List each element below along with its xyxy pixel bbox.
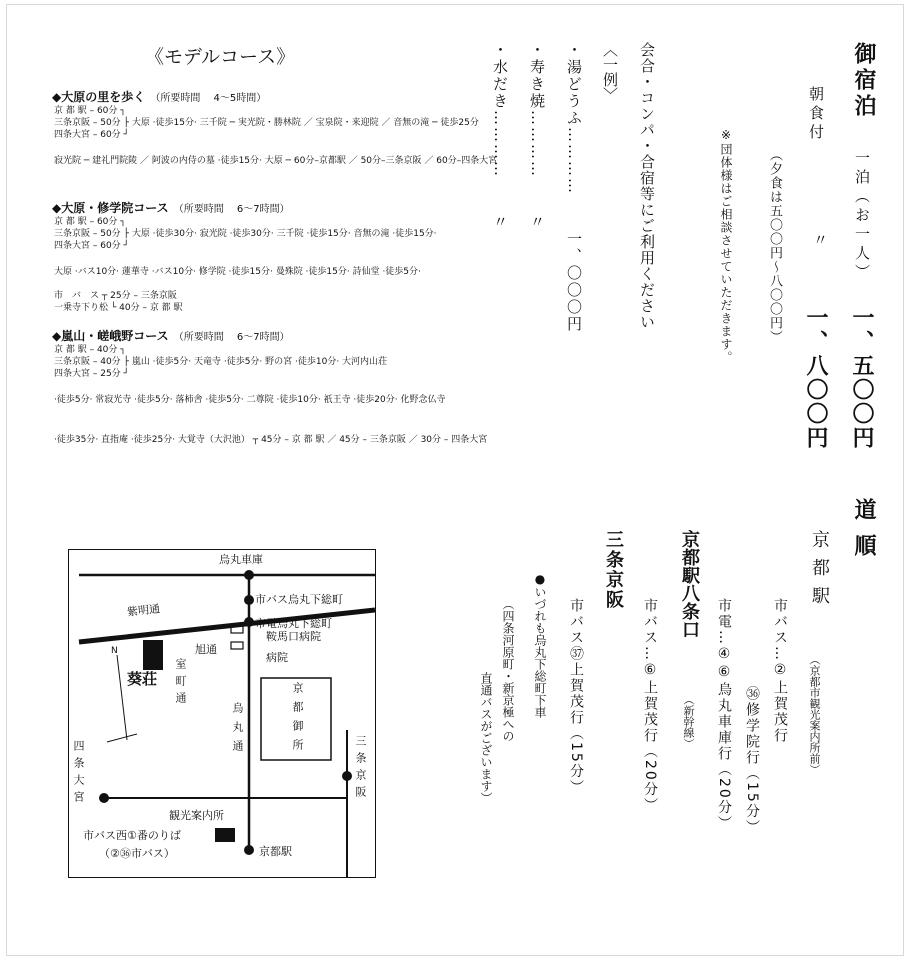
breakfast-ditto: 〃 xyxy=(811,232,829,247)
hospital-label: 病院 xyxy=(266,651,288,664)
per-person-price: 一、五〇〇円 xyxy=(849,306,874,450)
model-course-title: 《モデルコース》 xyxy=(145,46,296,68)
shijo-direct-note-2: 直通バスがございます） xyxy=(479,672,493,804)
course-1-heading: ◆大原の里を歩く xyxy=(52,90,146,104)
menu-item-name: ・寿き焼 xyxy=(528,42,546,110)
course-2-time: （所要時間 6～7時間） xyxy=(173,204,290,215)
course-2-heading: ◆大原・修学院コース xyxy=(52,201,169,215)
bus-stop xyxy=(244,595,254,605)
station-stop xyxy=(244,845,254,855)
course-3-row: 三条京阪 – 40分 ├ 嵐山 ·徒歩5分· 天竜寺 ·徒歩5分· 野の宮 ·徒歩10分· 大河内山荘 xyxy=(54,357,388,367)
kyoto-station-heading: 京都駅 xyxy=(809,530,830,614)
course-3-heading: ◆嵐山・嵯峨野コース xyxy=(52,329,169,343)
depot-stop xyxy=(244,570,254,580)
kyoto-station-label: 京都駅 xyxy=(259,845,292,858)
menu-item-dots: ………… xyxy=(528,110,546,178)
shijo-direct-note: （四条河原町・新京極への xyxy=(501,598,515,742)
course-2-row: 三条京阪 – 50分 ├ 大原 ·徒歩30分· 寂光院 ·徒歩30分· 三千院 ·徒歩15分· 音無の滝 ·徒歩15分· xyxy=(54,229,437,239)
bus-stop-west1-label: 市バス西①番のりば xyxy=(83,829,181,842)
shimeidori-label: 紫明通 xyxy=(126,602,161,619)
north-arrow-icon xyxy=(107,734,137,742)
course-1-time: （所要時間 4～5時間） xyxy=(150,93,267,104)
lodging-title: 御宿泊 xyxy=(851,42,876,120)
course-3-row: 四条大宮 – 25分 ┘ xyxy=(54,369,129,379)
course-1-rows xyxy=(54,105,497,167)
example-label: 〈一例〉 xyxy=(601,42,619,102)
hachijo-bus: 市バス…⑥上賀茂行（20分） xyxy=(642,598,658,814)
menu-item-yudofu xyxy=(564,42,585,333)
omiya-stop xyxy=(99,793,109,803)
hachijo-heading: 京都駅八条口 xyxy=(679,530,700,638)
course-3-rows xyxy=(54,344,487,446)
course-2-rows xyxy=(54,216,437,314)
tourist-office-label: 観光案内所 xyxy=(169,809,224,822)
directions-title: 道順 xyxy=(851,498,876,570)
aoiso-label: 葵荘 xyxy=(127,670,158,688)
asahidori-label: 旭通 xyxy=(195,643,217,656)
breakfast-price: 一、八〇〇円 xyxy=(803,306,828,450)
gathering-note: 会合・コンパ・合宿等にご利用ください xyxy=(638,42,656,330)
course-2-row: 京 都 駅 – 60分 ┐ xyxy=(54,217,126,227)
course-3-row: ·徒歩5分· 常寂光寺 ·徒歩5分· 落柿舎 ·徒歩5分· 二尊院 ·徒歩10分· 祇王寺 ·徒歩20分· 化野念仏寺 xyxy=(54,395,446,405)
muromachi-label: 室町通 xyxy=(174,658,187,709)
north-arrow-icon xyxy=(117,655,127,740)
tram-shimofusa-label: 市電烏丸下総町 xyxy=(255,617,332,630)
karasuma-depot-label: 烏丸車庫 xyxy=(219,553,263,566)
hospital-icon xyxy=(231,642,243,649)
kyoto-station-tram: 市電…④⑥烏丸車庫行（20分） xyxy=(716,598,732,832)
shimofusa-alight-note: ●いづれも烏丸下総町下車 xyxy=(533,572,547,718)
karasumadori-label: 烏丸通 xyxy=(231,702,244,759)
gosho-label: 京都御所 xyxy=(291,682,304,758)
course-2-row: 市 バ ス ┬ 25分 – 三条京阪 xyxy=(54,291,177,301)
kyoto-station-bus-36: ㊱修学院行（15分） xyxy=(744,686,760,836)
menu-item-name: ・湯どうふ xyxy=(565,42,583,127)
course-2-row: 一乗寺下り松 └ 40分 – 京 都 駅 xyxy=(54,303,183,313)
menu-item-price: 〃 xyxy=(491,214,509,231)
course-2-row: 大原 ·バス10分· 蓮華寺 ·バス10分· 修学院 ·徒歩15分· 曼殊院 ·徒歩15分· 詩仙堂 ·徒歩5分· xyxy=(54,267,421,277)
access-map xyxy=(68,549,376,878)
north-label: N xyxy=(111,646,118,656)
tram-stop xyxy=(244,617,254,627)
sanjo-bus: 市バス㊲上賀茂行（15分） xyxy=(568,598,584,796)
course-3-row: ·徒歩35分· 直指庵 ·徒歩25分· 大覚寺（大沢池） ┬ 45分 – 京 都 駅 ／ 45分 – 三条京阪 ／ 30分 – 四条大宮 xyxy=(54,435,488,445)
group-note: ※団体様はご相談させていただきます。 xyxy=(719,128,733,364)
kyoto-station-note: （京都市観光案内所前） xyxy=(808,654,821,775)
keihan-stop xyxy=(342,771,352,781)
bus-shimofusa-label: 市バス烏丸下総町 xyxy=(255,593,343,606)
kyoto-station-bus: 市バス…②上賀茂行 xyxy=(772,598,788,744)
menu-item-sukiyaki xyxy=(527,42,548,231)
menu-item-price: 一、〇〇〇円 xyxy=(565,231,583,333)
sanjo-heading: 三条京阪 xyxy=(603,530,624,610)
menu-item-mizutaki xyxy=(490,42,511,231)
course-2-header xyxy=(52,197,290,216)
dinner-price-note: （夕食は五〇〇円～八〇〇円） xyxy=(767,148,782,344)
menu-item-name: ・水だき xyxy=(491,42,509,110)
bus-numbers-label: （②㊱市バス） xyxy=(99,847,175,860)
course-3-header xyxy=(52,325,290,344)
course-1-row: 寂光院 ─ 建礼門院陵 ／ 阿波の内侍の墓 ·徒歩15分· 大原 ─ 60分–京都駅 ／ 50分–三条京阪 ／ 60分–四条大宮 xyxy=(54,156,498,166)
bus-stop-marker xyxy=(215,828,235,842)
course-1-row: 四条大宮 – 60分 ┘ xyxy=(54,130,129,140)
sanjo-keihan-label: 三条京阪 xyxy=(354,735,367,803)
hachijo-note: （新幹線） xyxy=(682,694,695,749)
course-1-header xyxy=(52,86,266,105)
course-3-row: 京 都 駅 – 40分 ┐ xyxy=(54,345,126,355)
breakfast-label: 朝食付 xyxy=(807,86,825,143)
menu-item-price: 〃 xyxy=(528,214,546,231)
course-1-row: 京 都 駅 – 60分 ┐ xyxy=(54,106,126,116)
course-3-time: （所要時間 6～7時間） xyxy=(173,332,290,343)
shijo-omiya-label: 四条大宮 xyxy=(72,740,85,808)
course-1-row: 三条京阪 – 50分 ├ 大原 ·徒歩15分· 三千院 ─ 実光院・勝林院 ／ 宝泉院・来迎院 ／ 音無の滝 ─ 徒歩25分 xyxy=(54,118,479,128)
per-person-label: 一泊（お一人） xyxy=(853,150,871,283)
course-2-row: 四条大宮 – 60分 ┘ xyxy=(54,241,129,251)
menu-item-dots: ………… xyxy=(565,127,583,195)
menu-item-dots: ………… xyxy=(491,110,509,178)
aoiso-marker xyxy=(143,640,163,670)
kuramaguchi-label: 鞍馬口病院 xyxy=(266,630,321,643)
